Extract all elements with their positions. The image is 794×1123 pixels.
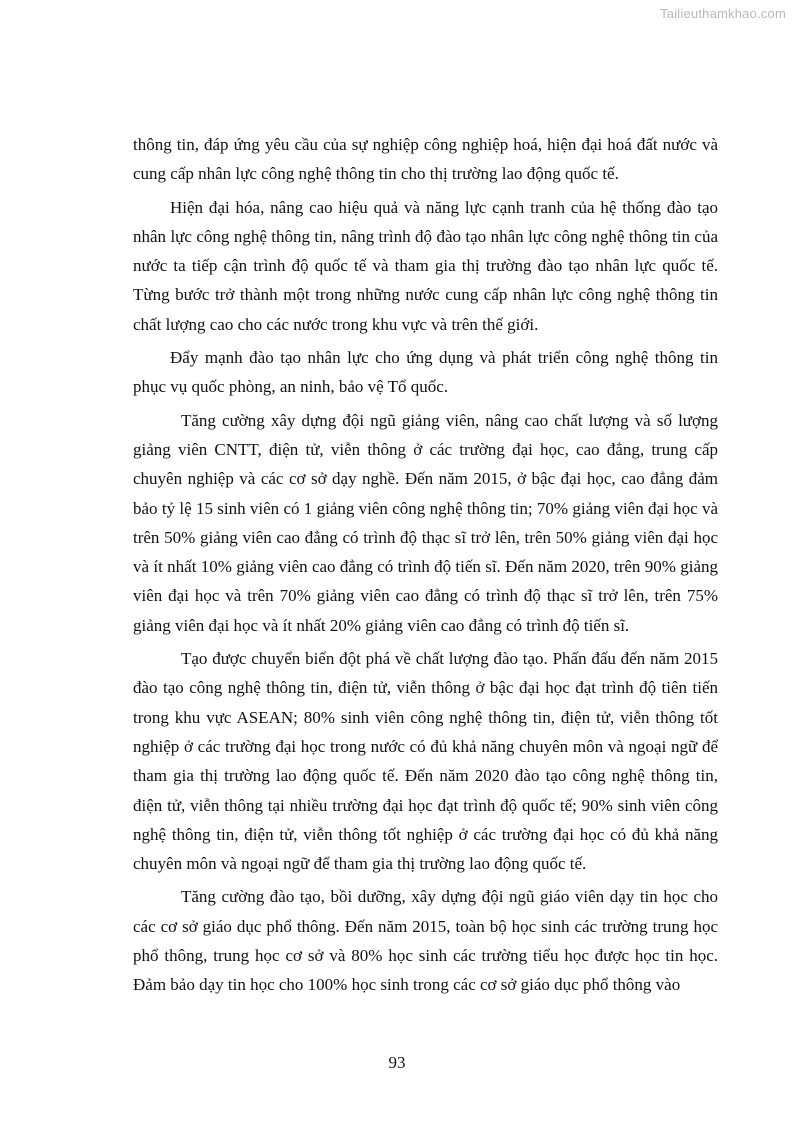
paragraph-5: Tạo được chuyển biến đột phá về chất lượng đào tạo. Phấn đấu đến năm 2015 đào tạo công nghệ thông tin, điện tử, viễn thông ở bậc đại học đạt trình độ tiên tiến trong khu vực ASEAN; 80% sinh viên công nghệ thông tin, điện tử, viễn thông tốt nghiệp ở các trường đại học trong nước có đủ khả năng chuyên môn và ngoại ngữ để tham gia thị trường lao động quốc tế. Đến năm 2020 đào tạo công nghệ thông tin, điện tử, viễn thông tại nhiều trường đại học đạt trình độ quốc tế; 90% sinh viên công nghệ thông tin, điện tử, viễn thông tốt nghiệp ở các trường đại học có đủ khả năng chuyên môn và ngoại ngữ để tham gia thị trường lao động quốc tế. bbox=[133, 649, 718, 874]
watermark: Tailieuthamkhao.com bbox=[660, 6, 786, 21]
paragraph-6: Tăng cường đào tạo, bồi dưỡng, xây dựng đội ngũ giáo viên dạy tin học cho các cơ sở giáo dục phổ thông. Đến năm 2015, toàn bộ học sinh các trường trung học phổ thông, trung học cơ sở và 80% học sinh các trường tiểu học được học tin học. Đảm bảo dạy tin học cho 100% học sinh trong các cơ sở giáo dục phổ thông vào bbox=[133, 887, 718, 995]
page-body bbox=[133, 130, 718, 1004]
paragraph-2: Hiện đại hóa, nâng cao hiệu quả và năng lực cạnh tranh của hệ thống đào tạo nhân lực công nghệ thông tin, nâng trình độ đào tạo nhân lực công nghệ thông tin của nước ta tiếp cận trình độ quốc tế và tham gia thị trường đào tạo nhân lực quốc tế. Từng bước trở thành một trong những nước cung cấp nhân lực công nghệ thông tin chất lượng cao cho các nước trong khu vực và trên thế giới. bbox=[133, 197, 718, 334]
paragraph-3: Đẩy mạnh đào tạo nhân lực cho ứng dụng và phát triển công nghệ thông tin phục vụ quốc phòng, an ninh, bảo vệ Tổ quốc. bbox=[133, 348, 718, 397]
page-number: 93 bbox=[388, 1053, 406, 1072]
paragraph-1: thông tin, đáp ứng yêu cầu của sự nghiệp công nghiệp hoá, hiện đại hoá đất nước và cung cấp nhân lực công nghệ thông tin cho thị trường lao động quốc tế. bbox=[133, 135, 718, 184]
paragraph-4: Tăng cường xây dựng đội ngũ giảng viên, nâng cao chất lượng và số lượng giảng viên CNTT, điện tử, viễn thông ở các trường đại học, cao đẳng, trung cấp chuyên nghiệp và các cơ sở dạy nghề. Đến năm 2015, ở bậc đại học, cao đẳng đảm bảo tỷ lệ 15 sinh viên có 1 giảng viên công nghệ thông tin; 70% giảng viên đại học và trên 50% giảng viên cao đẳng có trình độ thạc sĩ trở lên, trên 50% giảng viên đại học và ít nhất 10% giảng viên cao đẳng có trình độ tiến sĩ. Đến năm 2020, trên 90% giảng viên đại học và trên 70% giảng viên cao đẳng có trình độ thạc sĩ trở lên, trên 75% giảng viên đại học và ít nhất 20% giảng viên cao đẳng có trình độ tiến sĩ. bbox=[133, 410, 718, 635]
